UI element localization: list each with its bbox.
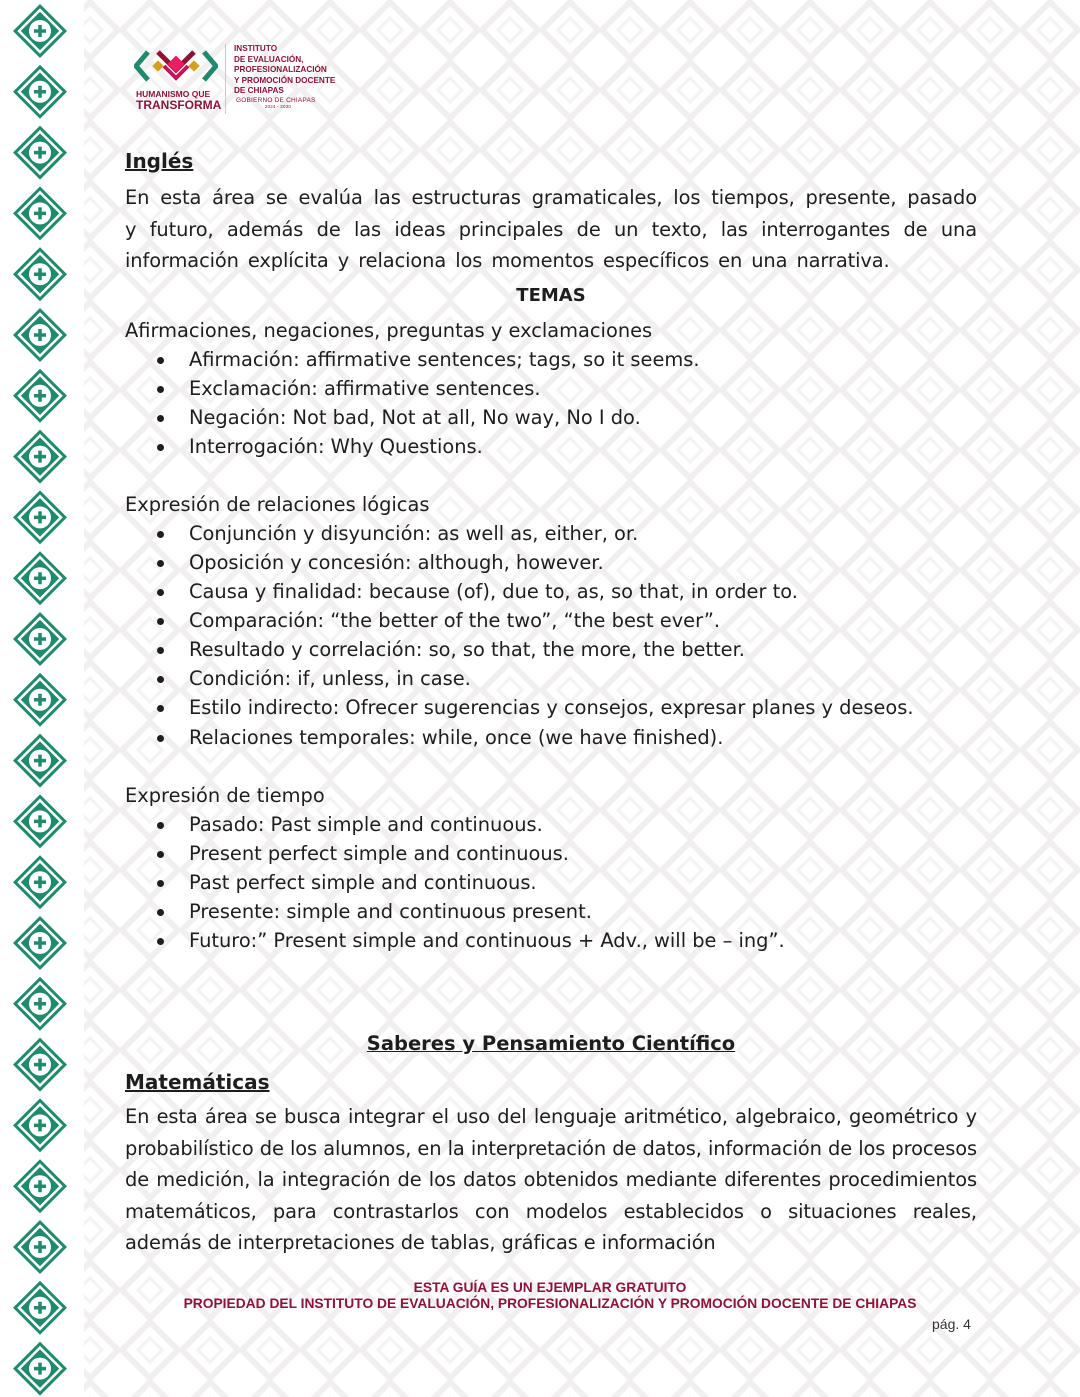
list-item: Futuro:” Present simple and continuous + Adv., will be – ing”.: [157, 926, 977, 955]
page-footer: [0, 1280, 1080, 1312]
list-item: Pasado: Past simple and continuous.: [157, 810, 977, 839]
cross-diamond-icon: [13, 734, 67, 788]
institute-line: Y PROMOCIÓN DOCENTE: [234, 75, 336, 85]
cross-diamond-icon: [13, 430, 67, 484]
list-item: Relaciones temporales: while, once (we have finished).: [157, 723, 977, 752]
list-item: Comparación: “the better of the two”, “the best ever”.: [157, 606, 977, 635]
cross-diamond-icon: [13, 916, 67, 970]
institute-line: DE CHIAPAS: [234, 86, 284, 95]
cross-diamond-icon: [13, 65, 67, 119]
cross-diamond-icon: [13, 551, 67, 605]
institute-line: DE EVALUACIÓN,: [234, 54, 304, 64]
gobierno-years: 2024 - 2030: [264, 104, 292, 109]
cross-diamond-icon: [13, 612, 67, 666]
cross-diamond-icon: [13, 186, 67, 240]
list-item: Present perfect simple and continuous.: [157, 839, 977, 868]
logo-divider: [225, 44, 226, 114]
list-item: Resultado y correlación: so, so that, the more, the better.: [157, 635, 977, 664]
cross-diamond-icon: [13, 1098, 67, 1152]
list-item: Causa y finalidad: because (of), due to, as, so that, in order to.: [157, 577, 977, 606]
list-item: Condición: if, unless, in case.: [157, 664, 977, 693]
cross-diamond-icon: [13, 308, 67, 362]
group-title: Afirmaciones, negaciones, preguntas y exclamaciones: [125, 318, 653, 342]
list-item: Conjunción y disyunción: as well as, either, or.: [157, 519, 977, 548]
footer-line1: ESTA GUÍA ES UN EJEMPLAR GRATUITO: [413, 1280, 687, 1295]
cross-diamond-icon: [13, 1159, 67, 1213]
list-item: Presente: simple and continuous present.: [157, 897, 977, 926]
list-item: Afirmación: affirmative sentences; tags, so it seems.: [157, 345, 977, 374]
cross-diamond-icon: [13, 794, 67, 848]
list-item: Interrogación: Why Questions.: [157, 432, 977, 461]
humanismo-logo-icon: [134, 44, 218, 88]
humanismo-logo-text: [136, 90, 221, 111]
institute-name: [234, 44, 335, 97]
cross-diamond-icon: [13, 977, 67, 1031]
group-title: Expresión de tiempo: [125, 783, 325, 807]
section-title-matematicas: Matemáticas: [125, 1070, 270, 1095]
cross-diamond-icon: [13, 126, 67, 180]
footer-line2: PROPIEDAD DEL INSTITUTO DE EVALUACIÓN, PROFESIONALIZACIÓN Y PROMOCIÓN DOCENTE DE CHIAPAS: [183, 1296, 917, 1311]
list-item: Exclamación: affirmative sentences.: [157, 374, 977, 403]
gobierno-logo: [236, 97, 320, 109]
temas-heading: TEMAS: [516, 284, 586, 306]
list-item: Past perfect simple and continuous.: [157, 868, 977, 897]
cross-diamond-icon: [13, 1038, 67, 1092]
cross-diamond-icon: [13, 855, 67, 909]
cross-diamond-icon: [13, 673, 67, 727]
cross-diamond-icon: [13, 369, 67, 423]
gobierno-text: GOBIERNO DE CHIAPAS: [236, 97, 316, 104]
list-item: Negación: Not bad, Not at all, No way, No I do.: [157, 403, 977, 432]
cross-diamond-icon: [13, 247, 67, 301]
section-title-ingles: Inglés: [125, 149, 194, 173]
logo-left-line1: HUMANISMO QUE: [136, 89, 211, 99]
section-title-saberes: Saberes y Pensamiento Científico: [366, 1032, 736, 1056]
cross-diamond-icon: [13, 4, 67, 58]
logo-left-line2: TRANSFORMA: [136, 98, 222, 112]
matematicas-text: En esta área se busca integrar el uso del lenguaje aritmético, algebraico, geométrico y probabilístico de los alumnos, en la interpretación de datos, información de los procesos de medición, la integración de los datos obtenidos mediante diferentes procedimientos matemáticos, para contrastarlos con modelos establecidos o situaciones reales, además de interpretaciones de tablas, gráficas e información: [125, 1105, 977, 1255]
page-number: pág. 4: [932, 1316, 971, 1332]
cross-diamond-icon: [13, 490, 67, 544]
institute-line: INSTITUTO: [234, 44, 278, 53]
bullet-list: [125, 519, 977, 752]
cross-diamond-icon: [13, 1220, 67, 1274]
page-content: [125, 146, 977, 1259]
ingles-intro: En esta área se evalúa las estructuras gramaticales, los tiempos, presente, pasado y futuro, además de las ideas principales de un texto, las interrogantes de una información explícita y relaciona los momentos específicos en una narrativa.: [125, 186, 977, 272]
bullet-list: [125, 810, 977, 955]
left-ornament-strip: [0, 0, 84, 1397]
list-item: Oposición y concesión: although, however.: [157, 548, 977, 577]
list-item: Estilo indirecto: Ofrecer sugerencias y consejos, expresar planes y deseos.: [157, 693, 977, 722]
cross-diamond-icon: [13, 1342, 67, 1396]
group-title: Expresión de relaciones lógicas: [125, 492, 430, 516]
institute-line: PROFESIONALIZACIÓN: [234, 65, 327, 74]
bullet-list: [125, 345, 977, 461]
